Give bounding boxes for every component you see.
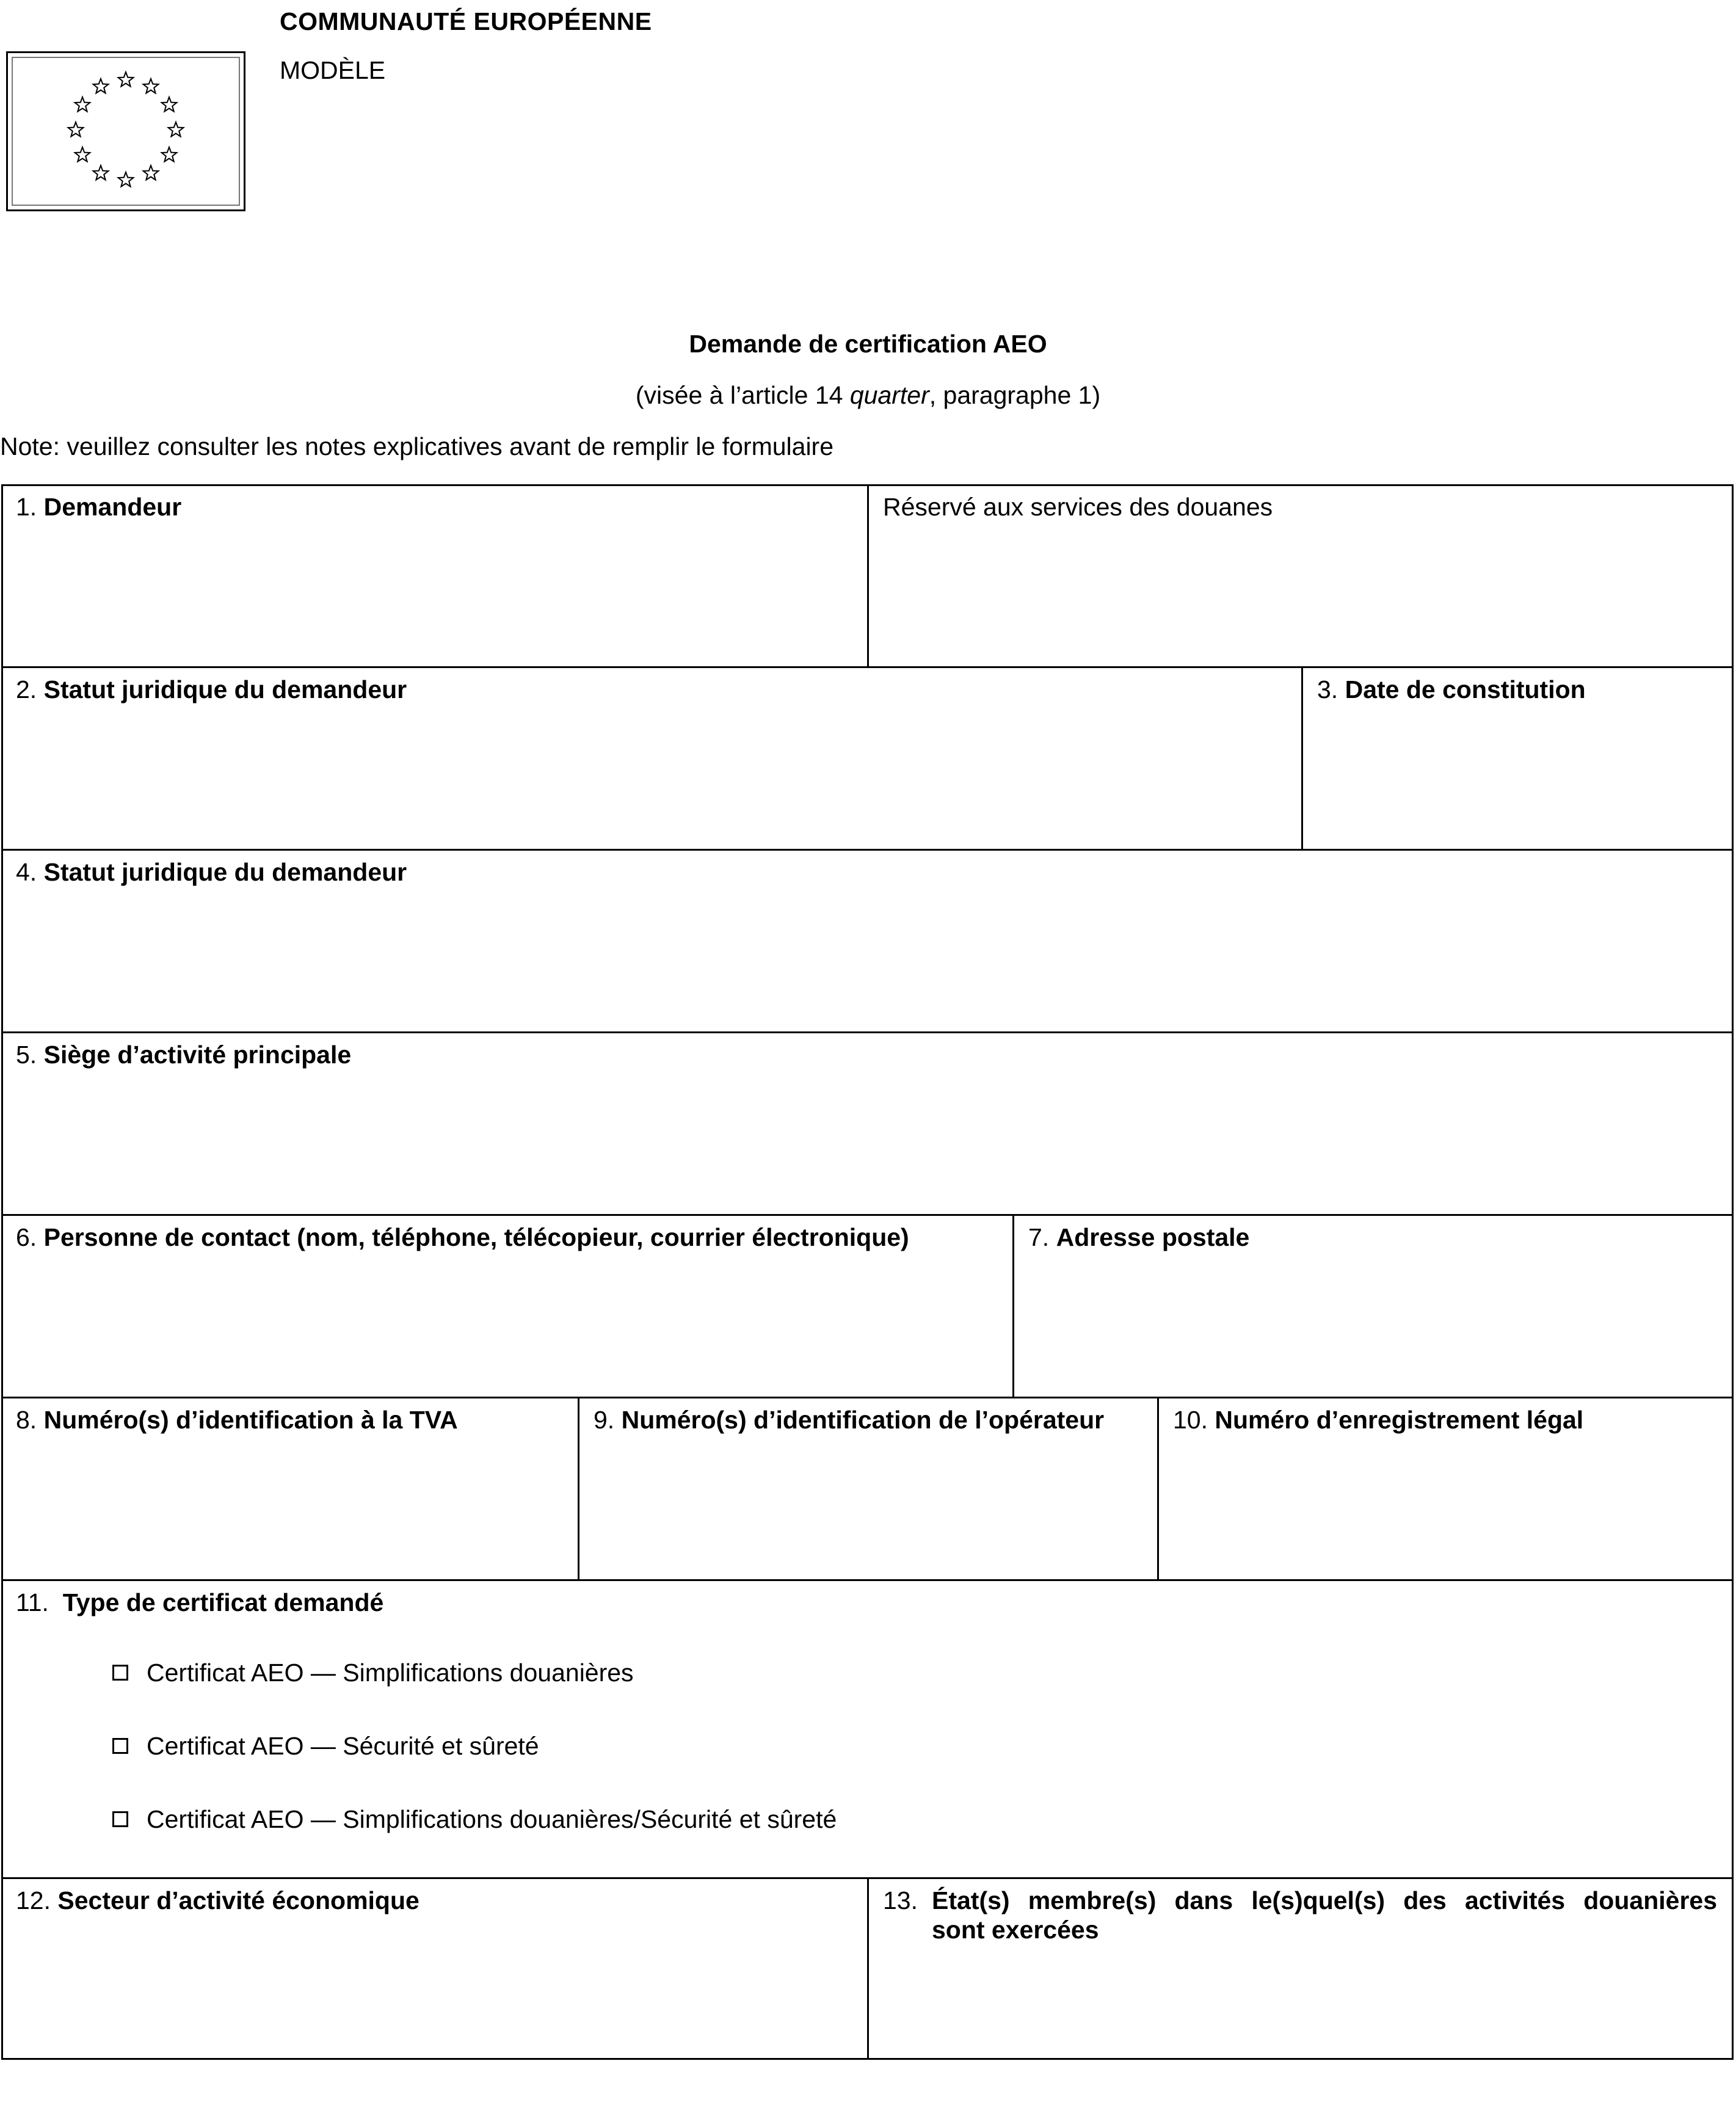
subtitle-before: (visée à l’article 14 — [635, 381, 850, 409]
field-2-label: 2. Statut juridique du demandeur — [16, 675, 407, 704]
star-icon — [75, 147, 90, 162]
field-11-label: 11. Type de certificat demandé — [16, 1588, 384, 1616]
divider — [1157, 1397, 1159, 1580]
star-icon — [68, 122, 84, 137]
checkbox-security-safety[interactable] — [112, 1738, 128, 1754]
checkbox-combined[interactable] — [112, 1811, 128, 1827]
form-subtitle — [0, 381, 1736, 410]
star-icon — [162, 97, 177, 112]
field-12-label: 12. Secteur d’activité économique — [16, 1886, 419, 1914]
subtitle-after: , paragraphe 1) — [929, 381, 1101, 409]
star-icon — [93, 79, 109, 93]
eu-stars-icon — [8, 53, 244, 209]
field-6-label: 6. Personne de contact (nom, téléphone, télécopieur, courrier électronique) — [16, 1223, 909, 1251]
star-icon — [143, 165, 159, 180]
form-title: Demande de certification AEO — [689, 330, 1047, 358]
option-combined: Certificat AEO — Simplifications douanières/Sécurité et sûreté — [147, 1805, 837, 1833]
field-5-label: 5. Siège d’activité principale — [16, 1041, 352, 1069]
divider — [867, 486, 869, 667]
eu-flag-icon — [6, 51, 245, 211]
option-security-safety: Certificat AEO — Sécurité et sûreté — [147, 1732, 539, 1760]
field-10-label: 10. Numéro d’enregistrement légal — [1173, 1406, 1584, 1434]
star-icon — [118, 172, 134, 187]
star-icon — [75, 97, 90, 112]
field-8-label: 8. Numéro(s) d’identification à la TVA — [16, 1406, 458, 1434]
field-13-label-line2: sont exercées — [932, 1916, 1099, 1944]
option-customs-simplifications: Certificat AEO — Simplifications douanières — [147, 1659, 634, 1687]
header-title: COMMUNAUTÉ EUROPÉENNE — [280, 7, 652, 35]
star-icon — [118, 72, 134, 87]
divider — [1, 849, 1734, 851]
subtitle-italic: quarter — [849, 381, 929, 409]
divider — [1012, 1215, 1014, 1397]
field-1-label: 1. Demandeur — [16, 493, 182, 521]
star-icon — [143, 79, 159, 93]
divider — [1, 1579, 1734, 1581]
divider — [1, 1397, 1734, 1398]
divider — [578, 1397, 579, 1580]
star-icon — [169, 122, 184, 137]
header-model: MODÈLE — [280, 56, 386, 84]
field-13-label-line1: État(s) membre(s) dans le(s)quel(s) des activités douanières — [932, 1886, 1717, 1914]
field-9-label: 9. Numéro(s) d’identification de l’opérateur — [594, 1406, 1105, 1434]
checkbox-customs-simplifications[interactable] — [112, 1665, 128, 1681]
divider — [1, 1214, 1734, 1216]
star-icon — [162, 147, 177, 162]
note-text: Note: veuillez consulter les notes explicatives avant de remplir le formulaire — [0, 432, 834, 460]
field-13-number: 13. — [883, 1886, 918, 1914]
field-4-label: 4. Statut juridique du demandeur — [16, 858, 407, 886]
divider — [867, 1878, 869, 2059]
star-icon — [93, 165, 109, 180]
field-7-label: 7. Adresse postale — [1028, 1223, 1250, 1251]
divider — [1, 1031, 1734, 1033]
divider — [1301, 667, 1303, 849]
field-3-label: 3. Date de constitution — [1317, 675, 1586, 704]
reserved-customs-label: Réservé aux services des douanes — [883, 493, 1273, 521]
